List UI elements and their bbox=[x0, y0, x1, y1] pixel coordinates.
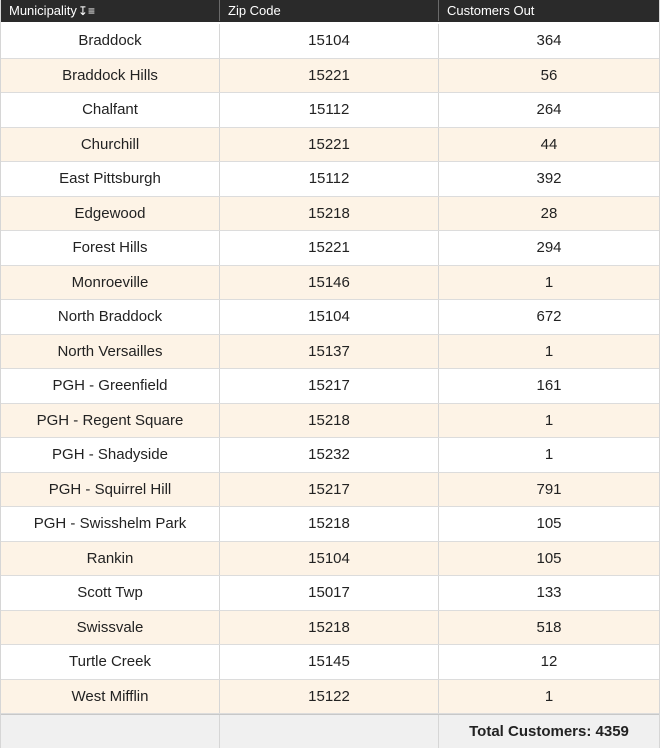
customers-out-cell: 28 bbox=[540, 204, 558, 222]
customers-out-cell: 791 bbox=[536, 480, 562, 498]
table-body bbox=[1, 24, 659, 714]
zip-code-cell: 15104 bbox=[220, 300, 439, 334]
customers-out-cell: 264 bbox=[536, 101, 562, 119]
zip-code-cell: 15218 bbox=[220, 611, 439, 645]
table-row bbox=[1, 507, 659, 542]
municipality-cell: Rankin bbox=[1, 542, 220, 576]
customers-out-cell: 1 bbox=[544, 687, 554, 705]
customers-out-cell: 364 bbox=[536, 32, 562, 50]
municipality-cell: Churchill bbox=[1, 128, 220, 162]
zip-code-cell: 15221 bbox=[220, 128, 439, 162]
table-row bbox=[1, 335, 659, 370]
customers-out-cell: 161 bbox=[536, 377, 562, 395]
municipality-cell: PGH - Greenfield bbox=[1, 369, 220, 403]
footer-empty-cell bbox=[220, 715, 439, 748]
municipality-cell: North Braddock bbox=[1, 300, 220, 334]
municipality-cell: PGH - Shadyside bbox=[1, 438, 220, 472]
customers-out-cell: 1 bbox=[544, 273, 554, 291]
sort-descending-icon[interactable]: ↧≡ bbox=[77, 3, 95, 18]
column-header-label: Zip Code bbox=[228, 3, 281, 18]
zip-code-cell: 15104 bbox=[220, 542, 439, 576]
customers-out-cell: 518 bbox=[536, 618, 562, 636]
municipality-cell: PGH - Regent Square bbox=[1, 404, 220, 438]
customers-out-cell: 56 bbox=[540, 66, 558, 84]
municipality-cell: Scott Twp bbox=[1, 576, 220, 610]
customers-out-cell: 672 bbox=[536, 308, 562, 326]
zip-code-cell: 15218 bbox=[220, 507, 439, 541]
municipality-cell: PGH - Squirrel Hill bbox=[1, 473, 220, 507]
customers-out-cell: 133 bbox=[536, 584, 562, 602]
zip-code-cell: 15221 bbox=[220, 59, 439, 93]
table-row bbox=[1, 300, 659, 335]
zip-code-cell: 15112 bbox=[220, 162, 439, 196]
zip-code-cell: 15112 bbox=[220, 93, 439, 127]
table-row bbox=[1, 266, 659, 301]
municipality-cell: West Mifflin bbox=[1, 680, 220, 714]
table-row bbox=[1, 162, 659, 197]
municipality-cell: Swissvale bbox=[1, 611, 220, 645]
municipality-cell: East Pittsburgh bbox=[1, 162, 220, 196]
municipality-cell: Braddock bbox=[1, 24, 220, 58]
column-header-customers-out[interactable] bbox=[439, 0, 659, 21]
total-customers: Total Customers: 4359 bbox=[469, 723, 629, 740]
municipality-cell: Chalfant bbox=[1, 93, 220, 127]
zip-code-cell: 15217 bbox=[220, 473, 439, 507]
footer-empty-cell bbox=[1, 715, 220, 748]
customers-out-cell: 12 bbox=[540, 653, 558, 671]
table-row bbox=[1, 680, 659, 715]
municipality-cell: Turtle Creek bbox=[1, 645, 220, 679]
table-footer bbox=[1, 714, 659, 748]
zip-code-cell: 15137 bbox=[220, 335, 439, 369]
column-header-municipality[interactable] bbox=[1, 0, 220, 21]
customers-out-cell: 294 bbox=[536, 239, 562, 257]
zip-code-cell: 15221 bbox=[220, 231, 439, 265]
column-header-label: Municipality bbox=[9, 3, 77, 18]
zip-code-cell: 15217 bbox=[220, 369, 439, 403]
table-row bbox=[1, 404, 659, 439]
zip-code-cell: 15122 bbox=[220, 680, 439, 714]
customers-out-cell: 105 bbox=[536, 549, 562, 567]
table-row bbox=[1, 59, 659, 94]
table-row bbox=[1, 542, 659, 577]
table-row bbox=[1, 611, 659, 646]
municipality-cell: Monroeville bbox=[1, 266, 220, 300]
table-row bbox=[1, 369, 659, 404]
column-header-zip-code[interactable] bbox=[220, 0, 439, 21]
customers-out-cell: 1 bbox=[544, 446, 554, 464]
municipality-cell: Braddock Hills bbox=[1, 59, 220, 93]
table-row bbox=[1, 24, 659, 59]
zip-code-cell: 15017 bbox=[220, 576, 439, 610]
zip-code-cell: 15232 bbox=[220, 438, 439, 472]
table-header bbox=[1, 0, 659, 22]
customers-out-cell: 1 bbox=[544, 411, 554, 429]
zip-code-cell: 15218 bbox=[220, 197, 439, 231]
customers-out-cell: 105 bbox=[536, 515, 562, 533]
table-row bbox=[1, 197, 659, 232]
municipality-cell: North Versailles bbox=[1, 335, 220, 369]
zip-code-cell: 15145 bbox=[220, 645, 439, 679]
table-row bbox=[1, 576, 659, 611]
table-row bbox=[1, 645, 659, 680]
table-row bbox=[1, 438, 659, 473]
customers-out-cell: 1 bbox=[544, 342, 554, 360]
municipality-cell: Forest Hills bbox=[1, 231, 220, 265]
customers-out-cell: 392 bbox=[536, 170, 562, 188]
table-row bbox=[1, 473, 659, 508]
column-header-label: Customers Out bbox=[447, 3, 535, 18]
zip-code-cell: 15218 bbox=[220, 404, 439, 438]
customers-out-cell: 44 bbox=[540, 135, 558, 153]
municipality-cell: PGH - Swisshelm Park bbox=[1, 507, 220, 541]
table-row bbox=[1, 128, 659, 163]
municipality-cell: Edgewood bbox=[1, 197, 220, 231]
table-row bbox=[1, 231, 659, 266]
zip-code-cell: 15146 bbox=[220, 266, 439, 300]
table-row bbox=[1, 93, 659, 128]
zip-code-cell: 15104 bbox=[220, 24, 439, 58]
